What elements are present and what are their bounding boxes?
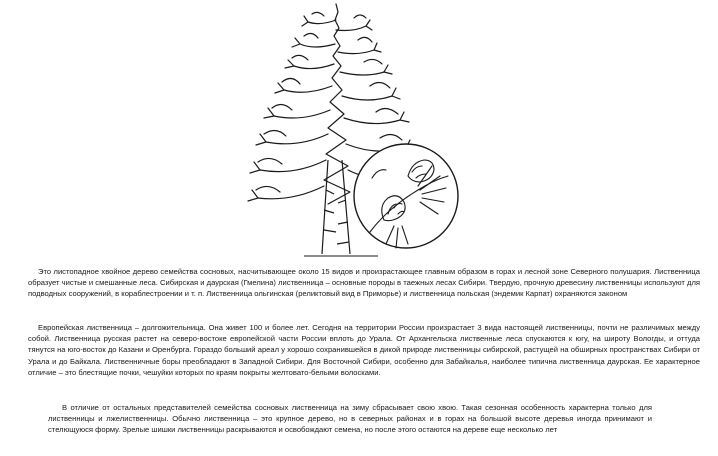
paragraph-european-larch: Европейская лиственница – долгожительница. Она живет 100 и более лет. Сегодня на территории России произрастает 3 вида настоящей лиственницы, почти не различимых между собой. Лиственница русская растет на северо-востоке европейской части России вплоть до Урала. От Архангельска лиственные леса спускаются к югу, на широту Вологды, и оттуда тянутся на юго-восток до Казани и Оренбурга. Гораздо больший ареал у хорошо сохранившейся в дикой природе лиственницы сибирской, растущей на обширных пространствах Сибири от Урала и до Байкала. Лиственничные боры преобладают в Западной Сибири. Для Восточной Сибири, особенно для Забайкалья, наиболее типична лиственница даурская. Ее характерное отличие – это блестящие почки, чешуйки которых по краям покрыты желтовато-белыми волосками.: [28, 323, 700, 377]
cone-detail-circle: [354, 144, 458, 248]
larch-tree-illustration: [208, 0, 468, 262]
paragraph-seasonal-features: В отличие от остальных представителей семейства сосновых лиственница на зиму сбрасывает свою хвою. Такая сезонная особенность характерна только для лиственницы и лжелиственницы. Обычно лиственница – это крупное дерево, но в северных районах и в горах на большой высоте деревья иногда принимают и стелющуюся форму. Зрелые шишки лиственницы раскрываются и освобождают семена, но после этого остаются на дереве еще несколько лет: [48, 403, 652, 435]
paragraph-larch-description: Это листопадное хвойное дерево семейства сосновых, насчитывающее около 15 видов и произрастающее главным образом в горах и лесной зоне Северного полушария. Лиственница образует чистые и смешанные леса. Сибирская и даурская (Гмелина) лиственница – основные породы в таежных лесах Сибири. Твердую, прочную древесину лиственницы используют для подводных сооружений, в кораблестроении и т. п. Лиственница ольгинская (реликтовый вид в Приморье) и лиственница польская (эндемик Карпат) охраняются законом: [28, 267, 700, 299]
